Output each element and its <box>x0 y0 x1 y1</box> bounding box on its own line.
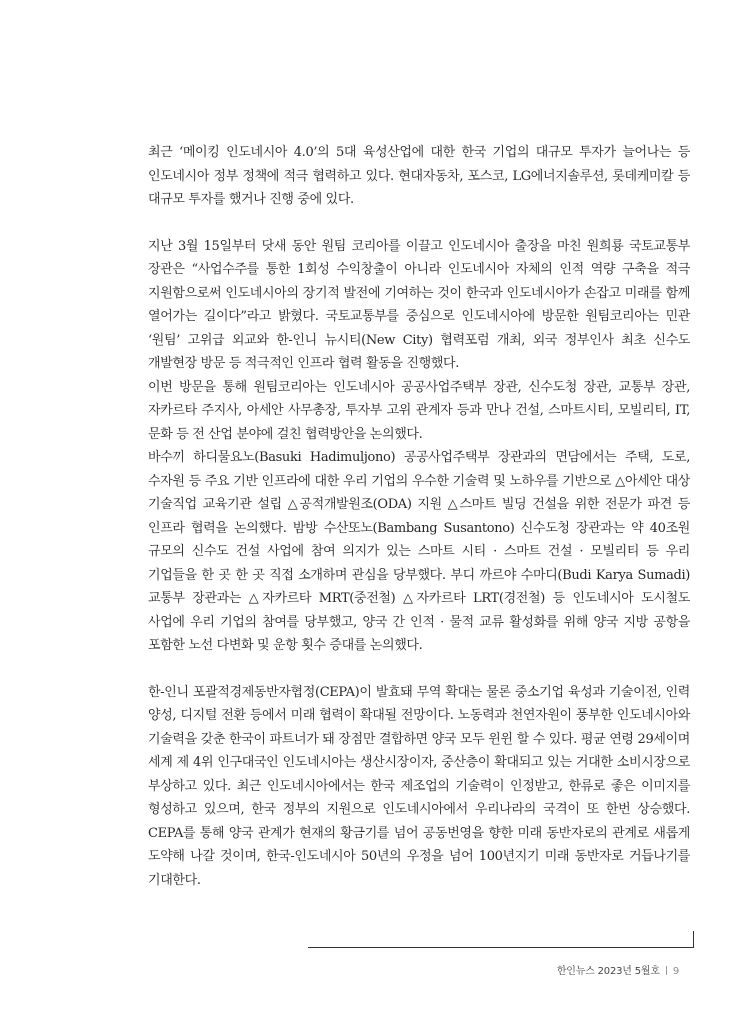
paragraph-ministers-discussion: 바수끼 하디물요노(Basuki Hadimuljono) 공공사업주택부 장관과의 면담에서는 주택, 도로, 수자원 등 주요 기반 인프라에 대한 우리 기업의 우수한 기술력 및 노하우를 기반으로 △아세안 대상 기술직업 교육기관 설립 △공적개발원조(ODA) 지원 △스마트 빌딩 건설을 위한 전문가 파견 등 인프라 협력을 논의했다. 밤방 수산또노(Bambang Susantono) 신수도청 장관과는 약 40조원 규모의 신수도 건설 사업에 참여 의지가 있는 스마트 시티 · 스마트 건설 · 모빌리티 등 우리 기업들을 한 곳 한 곳 직접 소개하며 관심을 당부했다. 부디 까르야 수마디(Budi Karya Sumadi) 교통부 장관과는 △자카르타 MRT(중전철) △자카르타 LRT(경전철) 등 인도네시아 도시철도 사업에 우리 기업의 참여를 당부했고, 양국 간 인적 · 물적 교류 활성화를 위해 양국 지방 공항을 포함한 노선 다변화 및 운항 횟수 증대를 논의했다. <box>148 450 690 653</box>
publication-name: 한인뉴스 2023년 5월호 <box>556 966 660 977</box>
paragraph-minister-visit: 지난 3월 15일부터 닷새 동안 원팀 코리아를 이끌고 인도네시아 출장을 마친 원희룡 국토교통부 장관은 “사업수주를 통한 1회성 수익창출이 아니라 인도네시아 자체의 인적 역량 구축을 적극 지원함으로써 인도네시아의 장기적 발전에 기여하는 것이 한국과 인도네시아가 손잡고 미래를 함께 열어가는 길이다”라고 밝혔다. 국토교통부를 중심으로 인도네시아에 방문한 원팀코리아는 민관 ‘원팀’ 고위급 외교와 한-인니 뉴시티(New City) 협력포럼 개최, 외국 정부인사 최초 신수도 개발현장 방문 등 적극적인 인프라 협력 활동을 진행했다. <box>148 238 690 371</box>
article-body <box>148 141 690 892</box>
footer-rule <box>308 947 694 948</box>
paragraph-spacer <box>148 658 690 681</box>
paragraph-investment: 최근 ‘메이킹 인도네시아 4.0’의 5대 육성산업에 대한 한국 기업의 대규모 투자가 늘어나는 등 인도네시아 정부 정책에 적극 협력하고 있다. 현대자동차, 포스코, LG에너지솔루션, 롯데케미칼 등 대규모 투자를 했거나 진행 중에 있다. <box>148 145 690 207</box>
footer-separator <box>666 966 667 975</box>
footer-rule-tick <box>693 931 694 948</box>
paragraph-spacer <box>148 212 690 235</box>
paragraph-meetings: 이번 방문을 통해 원팀코리아는 인도네시아 공공사업주택부 장관, 신수도청 장관, 교통부 장관, 자카르타 주지사, 아세안 사무총장, 투자부 고위 관계자 등과 만나 건설, 스마트시티, 모빌리티, IT, 문화 등 전 산업 분야에 걸친 협력방안을 논의했다. <box>148 379 690 442</box>
page-footer <box>557 962 679 977</box>
page-number: 9 <box>672 966 679 977</box>
paragraph-cepa: 한-인니 포괄적경제동반자협정(CEPA)이 발효돼 무역 확대는 물론 중소기업 육성과 기술이전, 인력 양성, 디지털 전환 등에서 미래 협력이 확대될 전망이다. 노동력과 천연자원이 풍부한 인도네시아와 기술력을 갖춘 한국이 파트너가 돼 장점만 결합하면 양국 모두 윈윈 할 수 있다. 평균 연령 29세이며 세계 제 4위 인구대국인 인도네시아는 생산시장이자, 중산층이 확대되고 있는 거대한 소비시장으로 부상하고 있다. 최근 인도네시아에서는 한국 제조업의 기술력이 인정받고, 한류로 좋은 이미지를 형성하고 있으며, 한국 정부의 지원으로 인도네시아에서 우리나라의 국격이 또 한번 상승했다. CEPA를 통해 양국 관계가 현재의 황금기를 넘어 공동번영을 향한 미래 동반자로의 관계로 새롭게 도약해 나갈 것이며, 한국-인도네시아 50년의 우정을 넘어 100년지기 미래 동반자로 거듭나기를 기대한다. <box>148 684 690 888</box>
